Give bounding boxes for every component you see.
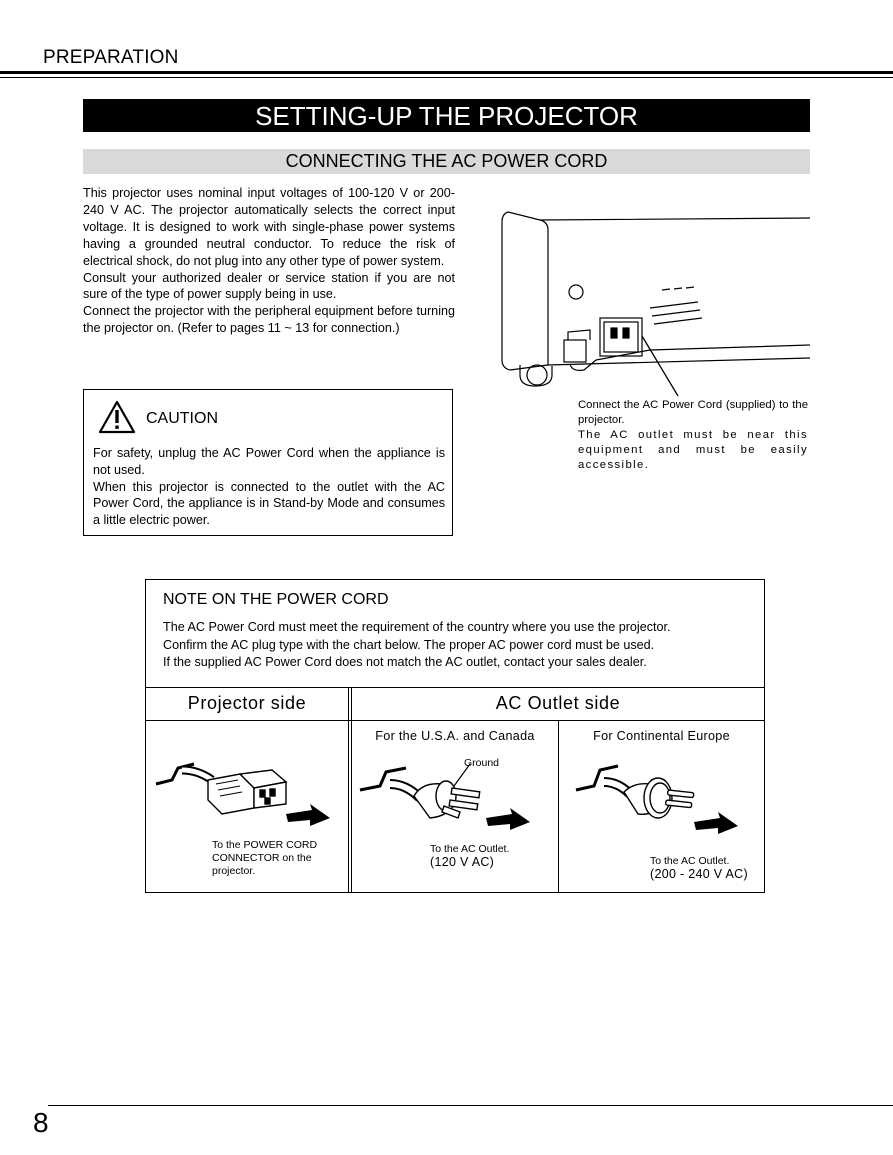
page-number: 8 <box>33 1107 49 1138</box>
power-cord-note <box>145 579 765 893</box>
caution-text <box>93 445 445 529</box>
note-line-2: Confirm the AC plug type with the chart below. The proper AC power cord must be used. <box>163 637 655 652</box>
europe-plug-caption-text: To the AC Outlet. <box>650 855 730 867</box>
footer-rule <box>48 1105 893 1106</box>
europe-plug-caption <box>650 855 762 881</box>
usa-voltage: (120 V AC) <box>430 854 495 869</box>
ac-outlet-side-header: AC Outlet side <box>495 693 621 713</box>
warning-triangle-icon <box>98 400 136 434</box>
page-subtitle: CONNECTING THE AC POWER CORD <box>83 149 810 174</box>
europe-plug-icon <box>574 760 759 840</box>
outlet-column-divider <box>558 720 559 892</box>
illustration-caption-line-2: The AC outlet must be near this equipment and must be easily accessible. <box>578 429 808 471</box>
projector-side-header: Projector side <box>187 693 307 713</box>
intro-paragraph-3: Connect the projector with the peripheral equipment before turning the projector on. (Refer to pages 11 ~ 13 for connection.) <box>83 304 455 336</box>
illustration-caption <box>578 398 808 473</box>
usa-canada-header: For the U.S.A. and Canada <box>375 729 535 743</box>
projector-connector-plug-icon <box>154 760 339 840</box>
note-line-1: The AC Power Cord must meet the requirement of the country where you use the projector. <box>163 620 671 634</box>
section-header: PREPARATION <box>43 47 179 68</box>
projector-side-caption-text: To the POWER CORD CONNECTOR on the projector. <box>212 839 318 877</box>
europe-voltage: (200 - 240 V AC) <box>650 866 748 881</box>
caution-box <box>83 389 453 536</box>
projector-side-caption <box>212 839 342 877</box>
note-divider <box>146 687 764 688</box>
note-line-3: If the supplied AC Power Cord does not match the AC outlet, contact your sales dealer. <box>163 655 647 670</box>
note-header-divider <box>146 720 764 721</box>
caution-paragraph-2: When this projector is connected to the outlet with the AC Power Cord, the appliance is in Stand-by Mode and consumes a little electric power. <box>93 479 445 528</box>
note-title: NOTE ON THE POWER CORD <box>163 591 389 608</box>
header-rule <box>0 71 893 74</box>
intro-text <box>83 185 455 337</box>
intro-paragraph-2: Consult your authorized dealer or service station if you are not sure of the type of power supply being in use. <box>83 270 455 302</box>
ground-label: Ground <box>464 757 500 769</box>
usa-plug-caption-text: To the AC Outlet. <box>430 843 510 855</box>
illustration-caption-line-1: Connect the AC Power Cord (supplied) to the projector. <box>578 399 808 426</box>
note-text <box>163 619 758 672</box>
usa-plug-caption <box>430 843 555 869</box>
header-rule-thin <box>0 77 893 78</box>
page-title: SETTING-UP THE PROJECTOR <box>83 99 810 132</box>
usa-plug-icon <box>358 760 553 840</box>
intro-paragraph-1: This projector uses nominal input voltages of 100-120 V or 200-240 V AC. The projector automatically selects the correct input voltage. It is designed to work with single-phase power systems having a grounded neutral conductor. To reduce the risk of electrical shock, do not plug into any other type of power system. <box>83 186 455 268</box>
caution-title: CAUTION <box>146 410 218 427</box>
column-divider <box>351 687 352 892</box>
projector-rear-illustration <box>480 190 810 400</box>
column-divider <box>348 687 349 892</box>
continental-europe-header: For Continental Europe <box>593 729 730 743</box>
caution-paragraph-1: For safety, unplug the AC Power Cord when the appliance is not used. <box>93 446 445 477</box>
